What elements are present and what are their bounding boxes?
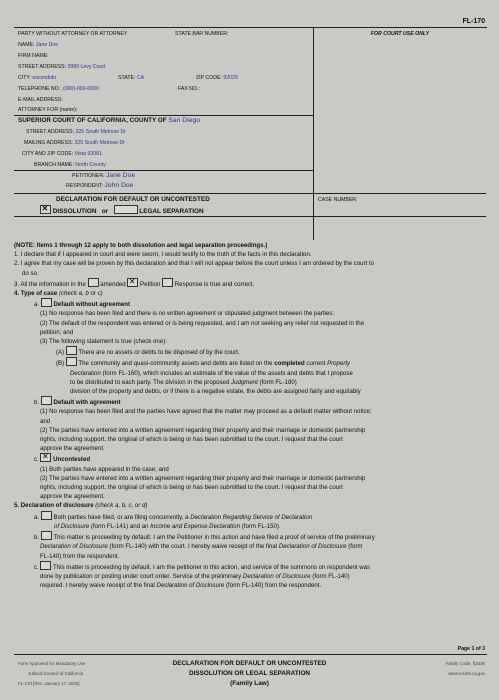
item4a-title: Default without agreement (53, 301, 131, 309)
petitioner-value[interactable]: Jane Doe (106, 172, 136, 179)
item5b-text: This matter is proceeding by default. I am the Petitioner in this action and have filed a proof of service of the preliminary (53, 534, 375, 542)
item5-title-text: 5. Declaration of disclosure (14, 502, 94, 510)
note: (NOTE: Items 1 through 12 apply to both dissolution and legal separation proceedings.) (14, 242, 268, 249)
item-1: 1. I declare that if I appeared in court and were sworn, I would testify to the truth of the facts in this declaration. (14, 251, 312, 259)
response-checkbox[interactable] (162, 278, 173, 287)
court-street-row (26, 129, 126, 135)
item-4a3B-3 (14, 378, 486, 387)
branch-value[interactable]: North County (75, 162, 106, 168)
default-without-agreement-checkbox[interactable] (41, 298, 52, 307)
item4-title-text: 4. Type of case (14, 290, 58, 298)
firm-label: FIRM NAME: (18, 53, 49, 59)
no-assets-checkbox[interactable] (66, 346, 77, 355)
cityzip-value[interactable]: Vista 92081 (74, 151, 102, 157)
item-4c2-cont2: approve the agreement. (40, 493, 105, 501)
item4a3B-line3: to be distributed to each party. The division in the proposed (70, 378, 230, 386)
respondent-row (66, 182, 133, 189)
item-4b2-cont2: approve the agreement. (40, 445, 105, 453)
item5a-income: Income and Expense Declaration (150, 522, 241, 530)
item-4a3B (14, 357, 486, 368)
state-bar-label: STATE BAR NUMBER: (175, 31, 229, 37)
footer-right-2[interactable]: www.courts.ca.gov (448, 671, 485, 676)
fax-label: FAX NO.: (178, 86, 200, 92)
street-label: STREET ADDRESS: (18, 64, 67, 70)
divider (313, 194, 314, 216)
legal-separation-label: LEGAL SEPARATION (139, 208, 204, 215)
item4a3B-text: The community and quasi-community assets and debts are listed on the (78, 360, 273, 368)
party-label: PARTY WITHOUT ATTORNEY OR ATTORNEY (18, 31, 128, 37)
form-title: DECLARATION FOR DEFAULT OR UNCONTESTED (56, 196, 210, 203)
item-5b-2 (14, 542, 486, 551)
item4a3B-judgment: Judgment (231, 378, 258, 386)
item5a-form: (form FL-141) and an (90, 522, 149, 530)
item4-hint: (check a, b or c) (58, 290, 103, 298)
item5c-line2: done by publication or posting under court order. Service of the preliminary (40, 572, 242, 580)
footer-title-1: DECLARATION FOR DEFAULT OR UNCONTESTED (172, 660, 327, 667)
both-filed-checkbox[interactable] (41, 511, 52, 520)
caption-header (14, 28, 486, 258)
state-value[interactable]: CA (136, 75, 145, 81)
item5c-decl2: Declaration of Disclosure (156, 582, 225, 590)
item4a-label: a. (34, 301, 40, 309)
zip-value[interactable]: 92029 (223, 75, 238, 81)
item-4c (14, 453, 486, 464)
item5b-line2: (form FL-140) with the court. I hereby waive receipt of the final (109, 543, 278, 551)
item-3 (14, 278, 486, 289)
item5a-decl: Declaration Regarding Service of Declaration (190, 513, 313, 521)
item-4a3B-4: division of the property and debts, or if there is a negative estate, the debts are assigned fairly and equitably (70, 388, 361, 396)
item4b-title: Default with agreement (53, 399, 121, 407)
item5c-line3: required. I hereby waive receipt of the final (40, 582, 155, 590)
mailing-label: MAILING ADDRESS: (24, 140, 74, 146)
item4a3B-current: current (306, 360, 326, 368)
court-use-label: FOR COURT USE ONLY (370, 31, 430, 37)
item5c-decl: Declaration of Disclosure (242, 572, 311, 580)
item-4b2-cont: rights, including support, the original of which is being or has been submitted to the court. I request that the court (40, 436, 343, 444)
item5a-disclosure: of Disclosure (54, 522, 90, 530)
item-4-title (14, 289, 486, 298)
county-value[interactable]: San Diego (168, 117, 201, 124)
petitioner-default-checkbox[interactable] (41, 531, 52, 540)
item5b-label: b. (34, 534, 40, 542)
item4a3B-completed: completed (274, 360, 305, 368)
item-5c-2 (14, 572, 486, 581)
name-field[interactable] (18, 42, 58, 48)
item-5c (14, 561, 486, 572)
item4a3B-form: (form FL-180) (259, 378, 297, 386)
firm-field[interactable] (18, 53, 49, 59)
item4a3B-label: (B) (56, 360, 65, 368)
footer-title-2: DISSOLUTION OR LEGAL SEPARATION (188, 670, 311, 677)
item4a3A-text: There are no assets or debts to be disposed of by the court. (78, 349, 240, 357)
attorney-label: ATTORNEY FOR (name): (18, 107, 78, 113)
footer-rule (14, 654, 487, 655)
attorney-field[interactable] (18, 107, 77, 113)
default-with-agreement-checkbox[interactable] (41, 396, 52, 405)
item-4a3: (3) The following statement is true (check one): (40, 338, 167, 346)
item4a3B-line2: (form FL-160), which includes an estimate of the value of the assets and debts that I propose (102, 369, 353, 377)
form-number: FL-170 (462, 18, 485, 25)
party-label-row (18, 31, 229, 37)
assets-listed-checkbox[interactable] (66, 357, 77, 366)
item-4a1: (1) No response has been filed and there is no written agreement or stipulated judgment between the parties; (40, 310, 335, 318)
item3-pre: 3. All the information in the (14, 280, 86, 288)
street-field[interactable] (18, 64, 106, 70)
cityzip-label: CITY AND ZIP CODE: (22, 151, 74, 157)
form-body (14, 241, 486, 590)
item-2: 2. I agree that my case will be proven by this declaration and that I will not appear before the court unless I am ordered by the court to (14, 260, 375, 268)
amended-label: amended (100, 280, 126, 288)
item5c-form2: (form FL-140) from the respondent. (226, 582, 322, 590)
petitioner-row (72, 172, 135, 179)
item-4a3B-2 (14, 369, 486, 378)
court-street-label: STREET ADDRESS: (26, 129, 75, 135)
respondent-value[interactable]: John Doe (104, 182, 134, 189)
petition-label: Petition (140, 280, 161, 288)
divider (14, 170, 313, 171)
branch-label: BRANCH NAME: (34, 162, 74, 168)
court-street-value[interactable]: 325 South Melrose Dr (75, 129, 126, 135)
item-4b1: (1) No response has been filed and the parties have agreed that the matter may proceed as a default matter without notice; (40, 408, 372, 416)
item3-post: is true and correct. (203, 280, 255, 288)
footer-left-2: Judicial Council of California (28, 671, 84, 676)
footer-right-1: Family Code, §2336 (445, 661, 485, 666)
name-value[interactable]: Jane Doe (35, 42, 59, 48)
item-5-title (14, 501, 486, 510)
item5a-label: a. (34, 513, 40, 521)
amended-checkbox[interactable] (88, 278, 99, 287)
response-label: Response (174, 280, 203, 288)
branch-row (34, 162, 106, 168)
item5b-decl2: Declaration of Disclosure (278, 543, 347, 551)
dissolution-checkbox[interactable] (40, 205, 51, 214)
email-field[interactable] (18, 97, 63, 103)
item-4b1-cont: and (40, 417, 51, 425)
publication-default-checkbox[interactable] (40, 561, 51, 570)
page-number: Page 1 of 3 (457, 646, 485, 652)
item-4a (14, 298, 486, 309)
item-4b2: (2) The parties have entered into a written agreement regarding their property and their marriage or domestic partnership (40, 426, 366, 434)
item5c-label: c. (34, 563, 39, 571)
city-label: CITY: (18, 75, 31, 81)
item4c-title: Uncontested (53, 456, 91, 464)
uncontested-checkbox[interactable] (40, 453, 51, 462)
item4a3B-property: Property (327, 360, 351, 368)
item5b-form: (form (348, 543, 363, 551)
footer-left-3: FL-170 [Rev. January 17, 2025] (18, 681, 80, 686)
mailing-row (24, 140, 125, 146)
legal-separation-checkbox[interactable] (114, 205, 138, 214)
item-4c1: (1) Both parties have appeared in the case; and (40, 465, 169, 473)
title-box (14, 193, 486, 217)
petitioner-label: PETITIONER: (72, 173, 105, 179)
item-2-cont: do so. (22, 269, 39, 277)
item-5a-2 (14, 522, 486, 531)
footer-right (446, 659, 485, 679)
case-number-label: CASE NUMBER: (318, 197, 358, 203)
respondent-label: RESPONDENT: (66, 183, 103, 189)
item4a3B-declaration: Declaration (70, 369, 101, 377)
city-row (18, 75, 238, 81)
item5a-text: Both parties have filed, or are filing concurrently, a (53, 513, 189, 521)
item-5c-3 (14, 581, 486, 590)
state-label: STATE: (118, 75, 136, 81)
zip-label: ZIP CODE: (196, 75, 222, 81)
tel-label: TELEPHONE NO.: (18, 86, 62, 92)
mailing-value[interactable]: 325 South Melrose Dr (74, 140, 125, 146)
email-label: E-MAIL ADDRESS: (18, 97, 63, 103)
item4b-label: b. (34, 399, 40, 407)
divider (14, 115, 313, 116)
item-5b (14, 531, 486, 542)
footer-center (0, 659, 499, 689)
footer-left-1: Form Approved for Mandatory Use (18, 661, 86, 666)
item-4a2-cont: petition; and (40, 328, 74, 336)
city-value[interactable]: escondido (32, 75, 57, 81)
item-5a (14, 511, 486, 522)
item5b-decl: Declaration of Disclosure (40, 543, 108, 551)
item5a-form2: (form FL-150). (241, 522, 281, 530)
footer-title-3: (Family Law) (230, 680, 269, 687)
item5c-form: (form FL-140) (312, 572, 350, 580)
item-4c2: (2) The parties have entered into a written agreement regarding their property and their marriage or domestic partnership (40, 474, 366, 482)
title-or: or (101, 208, 109, 215)
item-5b-3: FL-140) from the respondent. (40, 552, 120, 560)
dissolution-label: DISSOLUTION (52, 208, 97, 215)
street-value[interactable]: 3989 Levy Court (67, 64, 106, 70)
item-4a3A (14, 346, 486, 357)
name-label: NAME: (18, 42, 35, 48)
title-options (40, 205, 204, 215)
phone-row (18, 86, 200, 92)
item5-hint: (check a, b, c, or d) (95, 502, 148, 510)
tel-value[interactable]: (000)-000-0000 (62, 86, 99, 92)
petition-checkbox[interactable] (127, 278, 138, 287)
item4c-label: c. (34, 456, 39, 464)
item5c-text: This matter is proceeding by default. I am the petitioner in this action, and service of the summons on respondent was (53, 563, 371, 571)
court-heading (18, 117, 200, 124)
item-4b (14, 396, 486, 407)
cityzip-row (22, 151, 102, 157)
item4a3A-label: (A) (56, 349, 65, 357)
court-label: SUPERIOR COURT OF CALIFORNIA, COUNTY OF (18, 117, 167, 124)
item-4a2: (2) The default of the respondent was entered or is being requested, and I am not seeking any relief not requested in the (40, 319, 365, 327)
item-4c2-cont: rights, including support, the original of which is being or has been submitted to the court. I request that the court (40, 484, 343, 492)
